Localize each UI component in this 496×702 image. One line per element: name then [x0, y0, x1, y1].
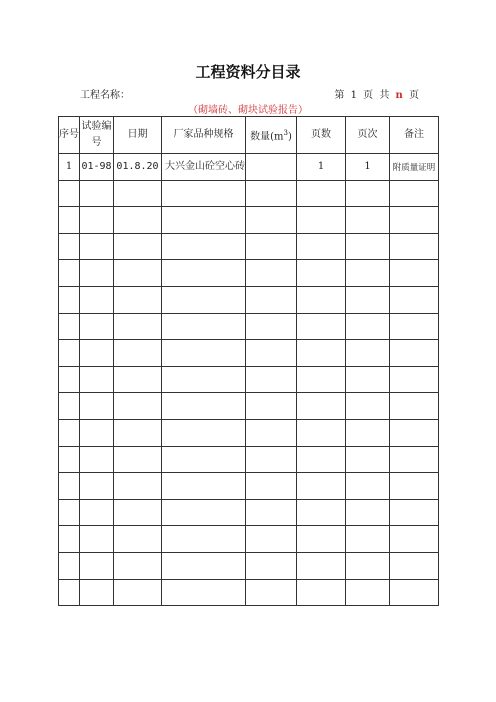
empty-cell	[390, 579, 439, 606]
empty-cell	[346, 526, 390, 553]
table-row-empty	[59, 340, 439, 367]
empty-cell	[114, 499, 162, 526]
empty-cell	[346, 313, 390, 340]
page-info	[331, 86, 419, 101]
table-row-empty	[59, 233, 439, 260]
empty-cell	[59, 233, 80, 260]
cell-page-no: 1	[346, 154, 390, 181]
empty-cell	[297, 526, 346, 553]
empty-cell	[390, 473, 439, 500]
empty-cell	[346, 579, 390, 606]
empty-cell	[80, 499, 114, 526]
empty-cell	[246, 313, 297, 340]
empty-cell	[297, 393, 346, 420]
empty-cell	[59, 419, 80, 446]
table-row-empty	[59, 526, 439, 553]
empty-cell	[162, 393, 246, 420]
empty-cell	[346, 446, 390, 473]
empty-cell	[114, 526, 162, 553]
empty-cell	[80, 526, 114, 553]
empty-cell	[246, 473, 297, 500]
empty-cell	[346, 233, 390, 260]
table-row	[59, 154, 439, 181]
empty-cell	[114, 233, 162, 260]
empty-cell	[114, 313, 162, 340]
empty-cell	[162, 499, 246, 526]
empty-cell	[162, 180, 246, 207]
empty-cell	[390, 340, 439, 367]
empty-cell	[114, 552, 162, 579]
cell-seq: 1	[59, 154, 80, 181]
empty-cell	[59, 366, 80, 393]
empty-cell	[59, 393, 80, 420]
empty-cell	[297, 446, 346, 473]
empty-cell	[246, 552, 297, 579]
header-manufacturer: 厂家品种规格	[162, 117, 246, 154]
empty-cell	[59, 579, 80, 606]
empty-cell	[246, 393, 297, 420]
empty-cell	[246, 366, 297, 393]
empty-cell	[162, 340, 246, 367]
empty-cell	[390, 393, 439, 420]
table-row-empty	[59, 499, 439, 526]
empty-cell	[390, 260, 439, 287]
table-row-empty	[59, 180, 439, 207]
empty-cell	[346, 180, 390, 207]
empty-cell	[246, 340, 297, 367]
empty-cell	[59, 340, 80, 367]
empty-cell	[246, 419, 297, 446]
empty-cell	[80, 473, 114, 500]
empty-cell	[80, 313, 114, 340]
empty-cell	[390, 207, 439, 234]
header-quantity	[246, 117, 297, 154]
empty-cell	[390, 180, 439, 207]
table-row-empty	[59, 313, 439, 340]
empty-cell	[162, 260, 246, 287]
empty-cell	[346, 260, 390, 287]
empty-cell	[59, 207, 80, 234]
empty-cell	[346, 286, 390, 313]
empty-cell	[297, 366, 346, 393]
empty-cell	[59, 180, 80, 207]
empty-cell	[59, 552, 80, 579]
header-seq: 序号	[59, 117, 80, 154]
cell-test-no: 01-98	[80, 154, 114, 181]
empty-cell	[114, 446, 162, 473]
empty-cell	[297, 473, 346, 500]
empty-cell	[162, 313, 246, 340]
empty-cell	[346, 419, 390, 446]
empty-cell	[59, 313, 80, 340]
empty-cell	[162, 207, 246, 234]
empty-cell	[246, 233, 297, 260]
empty-cell	[114, 340, 162, 367]
empty-cell	[80, 446, 114, 473]
empty-cell	[162, 233, 246, 260]
empty-cell	[297, 286, 346, 313]
empty-cell	[162, 419, 246, 446]
empty-cell	[297, 180, 346, 207]
table-row-empty	[59, 366, 439, 393]
empty-cell	[390, 419, 439, 446]
empty-cell	[162, 446, 246, 473]
page-suffix: 页	[409, 90, 419, 101]
cell-manufacturer: 大兴金山砼空心砖	[162, 154, 246, 181]
table-row-empty	[59, 419, 439, 446]
empty-cell	[390, 552, 439, 579]
header-remarks: 备注	[390, 117, 439, 154]
empty-cell	[390, 286, 439, 313]
empty-cell	[346, 393, 390, 420]
empty-cell	[59, 446, 80, 473]
empty-cell	[346, 499, 390, 526]
empty-cell	[297, 579, 346, 606]
empty-cell	[80, 366, 114, 393]
empty-cell	[114, 286, 162, 313]
empty-cell	[246, 260, 297, 287]
empty-cell	[297, 552, 346, 579]
page-current: 1	[350, 90, 357, 101]
empty-cell	[162, 579, 246, 606]
empty-cell	[390, 526, 439, 553]
empty-cell	[114, 393, 162, 420]
empty-cell	[346, 552, 390, 579]
empty-cell	[246, 499, 297, 526]
empty-cell	[80, 419, 114, 446]
empty-cell	[162, 286, 246, 313]
cell-remarks: 附质量证明	[390, 154, 439, 181]
empty-cell	[390, 313, 439, 340]
empty-cell	[297, 260, 346, 287]
empty-cell	[346, 473, 390, 500]
empty-cell	[346, 207, 390, 234]
header-quantity-suffix: )	[287, 131, 292, 143]
table-row-empty	[59, 446, 439, 473]
cell-pages: 1	[297, 154, 346, 181]
empty-cell	[114, 579, 162, 606]
header-date: 日期	[114, 117, 162, 154]
empty-cell	[80, 207, 114, 234]
empty-cell	[114, 207, 162, 234]
header-row	[59, 117, 439, 154]
page-title: 工程资料分目录	[195, 63, 301, 81]
table-row-empty	[59, 552, 439, 579]
empty-cell	[246, 579, 297, 606]
table-row-empty	[59, 473, 439, 500]
empty-cell	[346, 366, 390, 393]
empty-cell	[390, 366, 439, 393]
empty-cell	[114, 180, 162, 207]
project-name-label: 工程名称：	[80, 90, 130, 101]
empty-cell	[246, 286, 297, 313]
empty-cell	[59, 286, 80, 313]
empty-cell	[297, 419, 346, 446]
empty-cell	[297, 499, 346, 526]
empty-cell	[297, 207, 346, 234]
empty-cell	[246, 207, 297, 234]
empty-cell	[80, 579, 114, 606]
empty-cell	[162, 552, 246, 579]
empty-cell	[59, 260, 80, 287]
empty-cell	[59, 499, 80, 526]
empty-cell	[80, 286, 114, 313]
header-test-no: 试验编号	[80, 117, 114, 154]
empty-cell	[114, 366, 162, 393]
empty-cell	[246, 446, 297, 473]
header-quantity-sup: 3	[283, 128, 288, 137]
cell-quantity	[246, 154, 297, 181]
empty-cell	[80, 233, 114, 260]
empty-cell	[162, 366, 246, 393]
empty-cell	[162, 473, 246, 500]
header-page-no: 页次	[346, 117, 390, 154]
cell-date: 01.8.20	[114, 154, 162, 181]
empty-cell	[390, 499, 439, 526]
table-row-empty	[59, 393, 439, 420]
table-row-empty	[59, 260, 439, 287]
empty-cell	[297, 313, 346, 340]
empty-cell	[80, 340, 114, 367]
empty-cell	[246, 180, 297, 207]
table-row-empty	[59, 286, 439, 313]
empty-cell	[246, 526, 297, 553]
header-quantity-prefix: 数量(m	[250, 131, 284, 143]
catalog-table	[58, 116, 439, 606]
header-pages: 页数	[297, 117, 346, 154]
empty-cell	[59, 473, 80, 500]
empty-cell	[346, 340, 390, 367]
page-mid2: 共	[379, 90, 390, 101]
empty-cell	[390, 233, 439, 260]
page-mid1: 页	[363, 90, 374, 101]
empty-cell	[297, 340, 346, 367]
empty-cell	[80, 552, 114, 579]
empty-cell	[297, 233, 346, 260]
page-total: n	[395, 90, 403, 101]
table-row-empty	[59, 207, 439, 234]
table-row-empty	[59, 579, 439, 606]
empty-cell	[114, 419, 162, 446]
empty-cell	[114, 260, 162, 287]
page-prefix: 第	[334, 90, 345, 101]
subtitle: （砌墙砖、砌块试验报告）	[188, 105, 308, 116]
empty-cell	[59, 526, 80, 553]
empty-cell	[162, 526, 246, 553]
empty-cell	[80, 393, 114, 420]
empty-cell	[80, 180, 114, 207]
empty-cell	[390, 446, 439, 473]
empty-cell	[114, 473, 162, 500]
empty-cell	[80, 260, 114, 287]
